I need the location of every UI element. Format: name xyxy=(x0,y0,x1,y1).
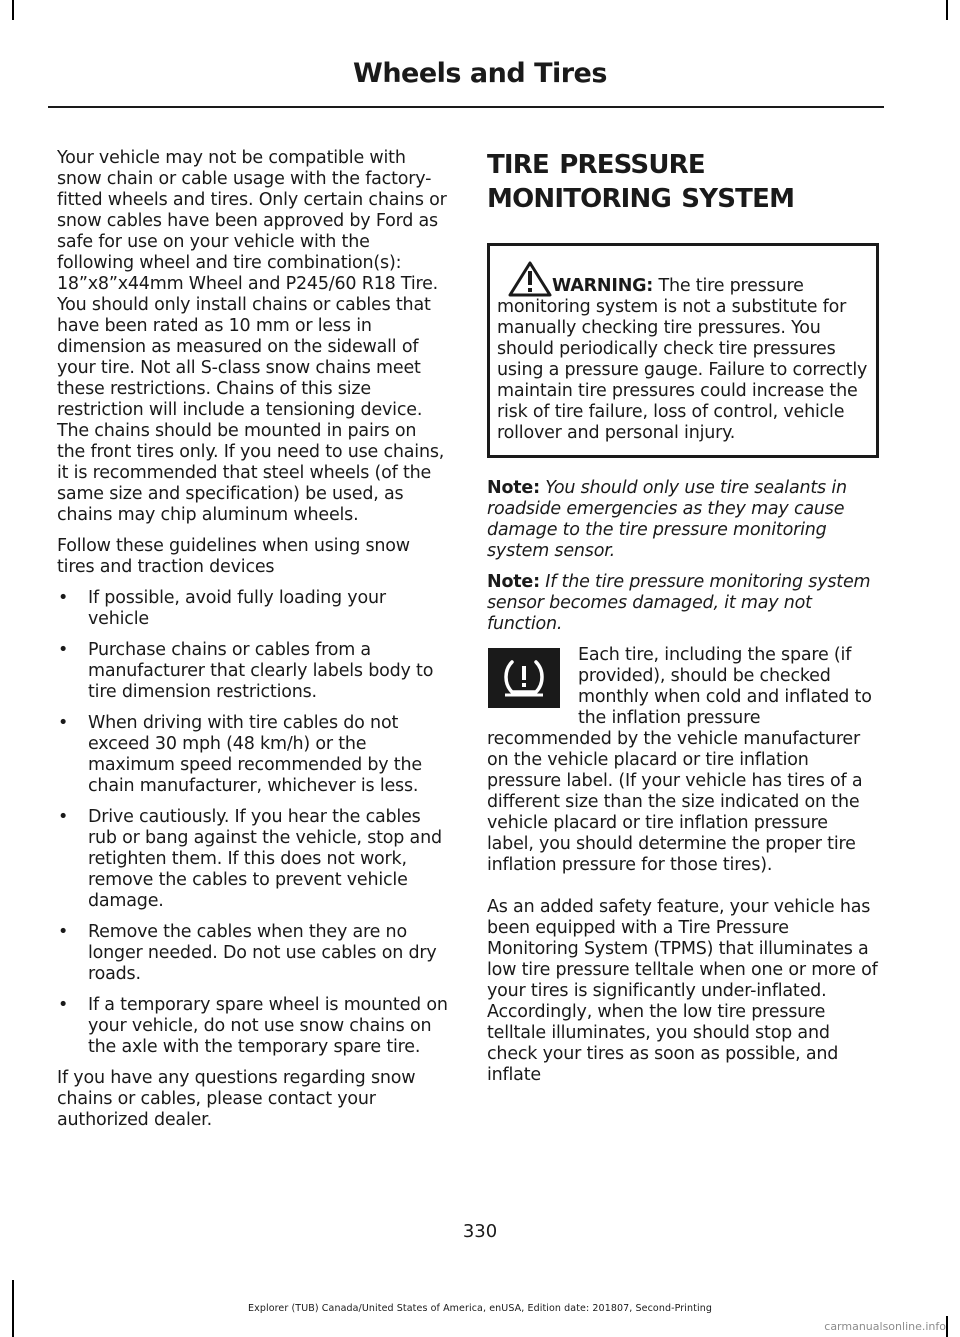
note-paragraph xyxy=(487,478,879,562)
bullet-icon: • xyxy=(58,922,69,942)
list-item xyxy=(57,995,449,1058)
crop-mark-bottom-right xyxy=(946,1316,948,1337)
list-item xyxy=(57,640,449,703)
list-item-text: If possible, avoid fully loading your vehicle xyxy=(88,588,386,629)
bullet-icon: • xyxy=(58,807,69,827)
list-item-text: Purchase chains or cables from a manufacturer that clearly labels body to tire dimension restrictions. xyxy=(88,640,434,702)
warning-label: WARNING: xyxy=(552,276,654,296)
bullet-icon: • xyxy=(58,588,69,608)
tpms-low-pressure-icon xyxy=(488,648,560,708)
bullet-icon: • xyxy=(58,713,69,733)
bullet-icon: • xyxy=(58,640,69,660)
tpms-paragraph: Each tire, including the spare (if provided), should be checked monthly when cold and inflated to the inflation pressure recommended by the vehicle manufacturer on the vehicle placard or tire inflation pressure label. (If your vehicle has tires of a different size than the size indicated on the vehicle placard or tire inflation pressure label, you should determine the proper tire inflation pressure for those tires). xyxy=(487,645,872,875)
note-text: If the tire pressure monitoring system sensor becomes damaged, it may not function. xyxy=(487,572,871,634)
right-column xyxy=(487,148,879,1096)
crop-mark-top-left xyxy=(12,0,14,20)
list-item xyxy=(57,807,449,912)
left-column xyxy=(57,148,449,1141)
note-label: Note: xyxy=(487,478,540,498)
header-rule xyxy=(48,106,884,108)
page-number: 330 xyxy=(462,1221,498,1242)
note-label: Note: xyxy=(487,572,540,592)
bullet-icon: • xyxy=(58,995,69,1015)
guidelines-intro: Follow these guidelines when using snow tires and traction devices xyxy=(57,536,410,577)
section-heading: TIRE PRESSURE MONITORING SYSTEM xyxy=(487,150,795,214)
tpms-section xyxy=(487,645,879,897)
watermark: carmanualsonline.info xyxy=(824,1320,946,1333)
list-item-text: Drive cautiously. If you hear the cables rub or bang against the vehicle, stop and retighten them. If this does not work, remove the cables to prevent vehicle damage. xyxy=(88,807,442,911)
list-item xyxy=(57,922,449,985)
list-item-text: Remove the cables when they are no longer needed. Do not use cables on dry roads. xyxy=(88,922,437,984)
safety-paragraph: As an added safety feature, your vehicle has been equipped with a Tire Pressure Monitoring System (TPMS) that illuminates a low tire pressure telltale when one or more of your tires is significantly under-inflated. Accordingly, when the low tire pressure telltale illuminates, you should stop and check your tires as soon as possible, and inflate xyxy=(487,897,878,1085)
list-item-text: If a temporary spare wheel is mounted on your vehicle, do not use snow chains on the axle with the temporary spare tire. xyxy=(88,995,448,1057)
note-paragraph xyxy=(487,572,879,635)
note-text: You should only use tire sealants in roadside emergencies as they may cause damage to the tire pressure monitoring system sensor. xyxy=(487,478,847,561)
crop-mark-top-right xyxy=(946,0,948,20)
page-title: Wheels and Tires xyxy=(353,58,607,89)
warning-triangle-icon xyxy=(507,260,553,304)
list-item-text: When driving with tire cables do not exceed 30 mph (48 km/h) or the maximum speed recommended by the chain manufacturer, whichever is less. xyxy=(88,713,422,796)
footer-edition-info: Explorer (TUB) Canada/United States of America, enUSA, Edition date: 201807, Second-Printing xyxy=(248,1303,712,1314)
warning-body: The tire pressure monitoring system is not a substitute for manually checking tire pressures. You should periodically check tire pressures using a pressure gauge. Failure to correctly maintain tire pressures could increase the risk of tire failure, loss of control, vehicle rollover and personal injury. xyxy=(497,276,868,443)
list-item xyxy=(57,713,449,797)
warning-box xyxy=(487,243,879,458)
guidelines-list xyxy=(57,588,449,1058)
intro-paragraph: Your vehicle may not be compatible with snow chain or cable usage with the factory-fitted wheels and tires. Only certain chains or snow cables have been approved by Ford as safe for use on your vehicle with the following wheel and tire combination(s): 18”x8”x44mm Wheel and P245/60 R18 Tire. You should only install chains or cables that have been rated as 10 mm or less in dimension as measured on the sidewall of your tire. Not all S-class snow chains meet these restrictions. Chains of this size restriction will include a tensioning device. The chains should be mounted in pairs on the front tires only. If you need to use chains, it is recommended that steel wheels (of the same size and specification) be used, as chains may chip aluminum wheels. xyxy=(57,148,447,525)
list-item xyxy=(57,588,449,630)
closing-paragraph: If you have any questions regarding snow chains or cables, please contact your authorized dealer. xyxy=(57,1068,416,1130)
